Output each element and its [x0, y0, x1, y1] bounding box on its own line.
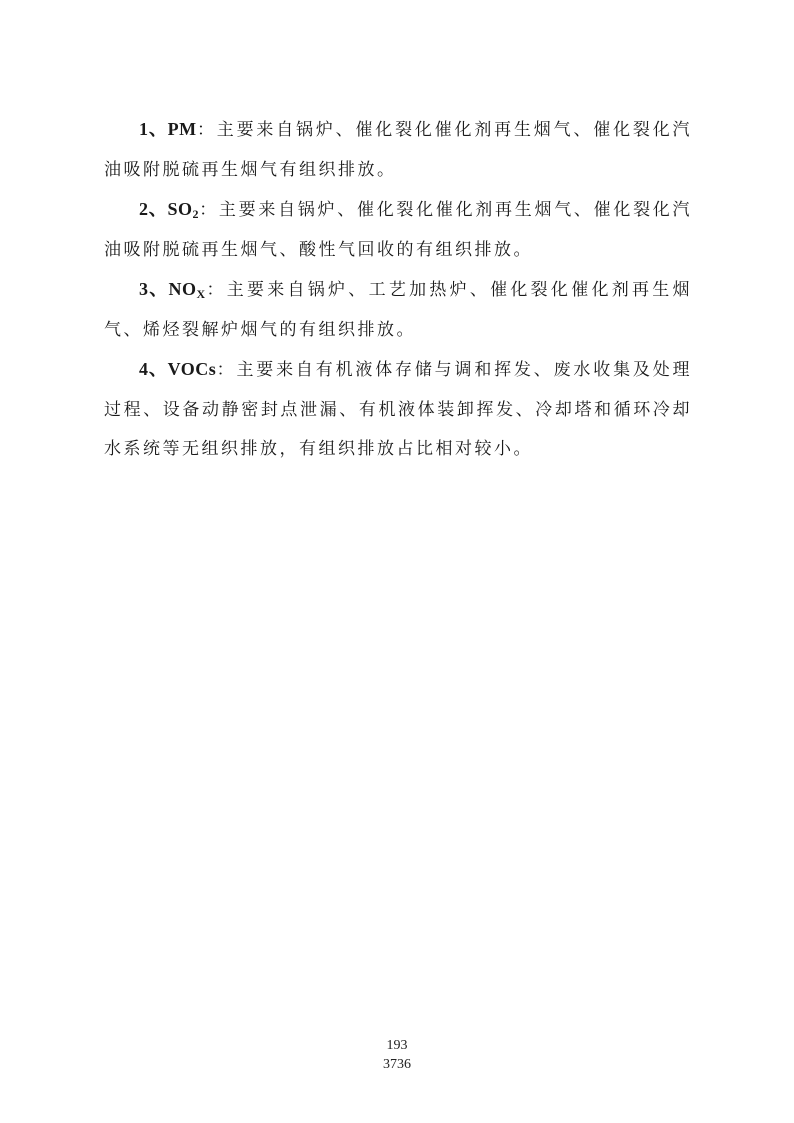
label-colon: ： [196, 120, 217, 140]
paragraph-nox [104, 270, 692, 350]
label-colon: ： [205, 280, 227, 300]
paragraph-text: 主要来自有机液体存储与调和挥发、废水收集及处理过程、设备动静密封点泄漏、有机液体装卸挥发、冷却塔和循环冷却水系统等无组织排放，有组织排放占比相对较小。 [104, 360, 693, 459]
paragraph-text: 主要来自锅炉、催化裂化催化剂再生烟气、催化裂化汽油吸附脱硫再生烟气有组织排放。 [104, 120, 693, 180]
paragraph-vocs [104, 350, 692, 470]
item-label: 2、$SO_2$ [139, 199, 199, 221]
label-colon: ： [216, 360, 237, 380]
item-label: 1、PM [139, 119, 197, 139]
paragraph-text: 主要来自锅炉、催化裂化催化剂再生烟气、催化裂化汽油吸附脱硫再生烟气、酸性气回收的有组织排放。 [104, 200, 693, 260]
total-page-number: 3736 [383, 1057, 411, 1072]
page-number: 193 [386, 1038, 408, 1053]
item-label: 4、VOCs [139, 359, 217, 379]
paragraph-so2 [104, 190, 692, 270]
item-label: 3、$NO_X$ [139, 279, 206, 301]
document-body [104, 110, 692, 470]
paragraph-pm [104, 110, 692, 190]
paragraph-text: 主要来自锅炉、工艺加热炉、催化裂化催化剂再生烟气、烯烃裂解炉烟气的有组织排放。 [104, 280, 693, 340]
label-colon: ： [198, 200, 219, 220]
